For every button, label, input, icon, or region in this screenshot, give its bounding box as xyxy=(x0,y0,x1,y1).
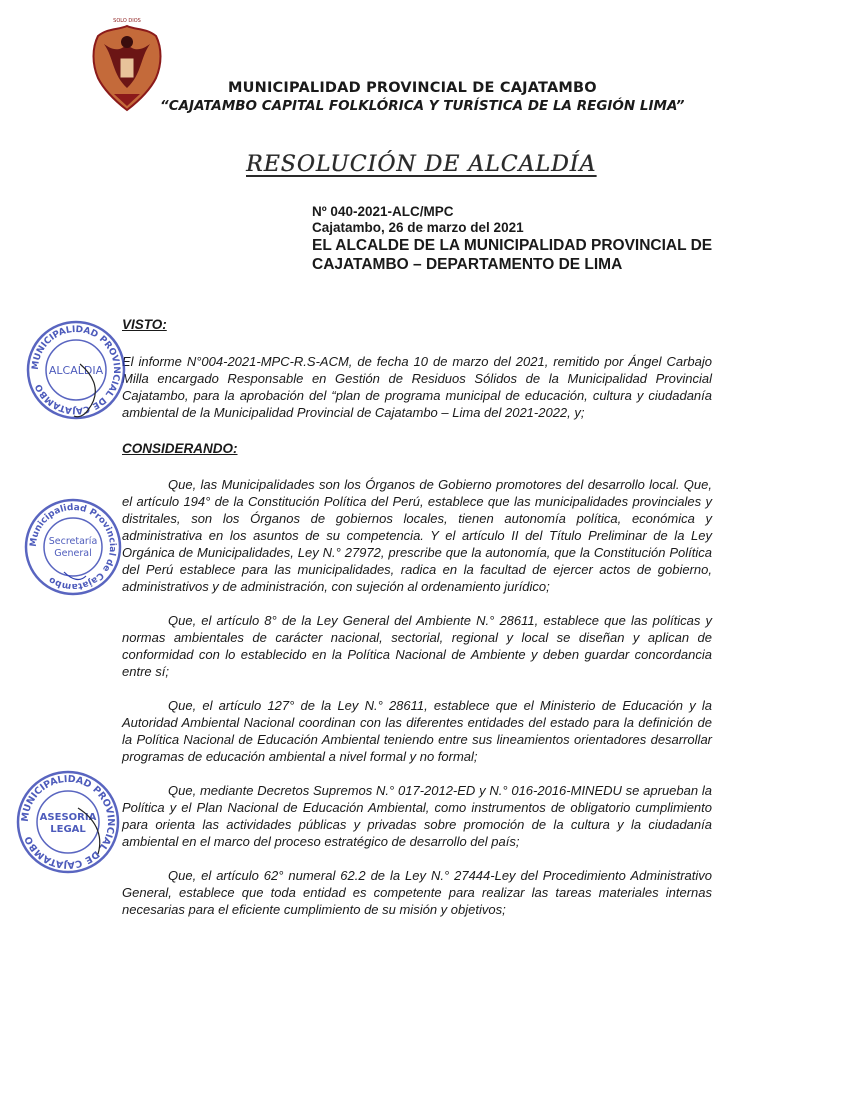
visto-label: VISTO: xyxy=(122,317,167,332)
authority-line-2: CAJATAMBO – DEPARTAMENTO DE LIMA xyxy=(312,256,623,273)
document-title: RESOLUCIÓN DE ALCALDÍA xyxy=(246,152,597,177)
stamp-ring-text: Municipalidad Provincial de Cajatambo xyxy=(28,502,118,592)
stamp-center-text-2: General xyxy=(54,548,92,559)
stamp-ring-text: MUNICIPALIDAD PROVINCIAL DE CAJATAMBO xyxy=(19,773,117,871)
considerando-paragraph: Que, el artículo 8° de la Ley General del Ambiente N.° 28611, establece que las políticas y normas ambientales de carácter nacional, sectorial, regional y local se diseñan y aplican de conformidad con lo establecido en la Política Nacional de Ambiente y deben guardar concordancia entre sí; xyxy=(122,613,712,679)
stamp-center-text-1: Secretaría xyxy=(48,536,98,547)
considerando-paragraph: Que, el artículo 127° de la Ley N.° 28611, establece que el Ministerio de Educación y la Autoridad Ambiental Nacional coordinan con las diferentes entidades del estado para la definición de la Política Nacional de Educación Ambiental teniendo entre sus lineamientos orientadores desarrollar programas de educación ambiental a nivel formal y no formal; xyxy=(122,698,712,764)
resolution-meta xyxy=(312,204,712,274)
stamp-center-text-1: ASESORIA xyxy=(39,812,97,823)
secretaria-general-stamp xyxy=(22,496,124,598)
crest-motto: SOLO DIOS xyxy=(113,18,141,24)
resolution-body xyxy=(122,316,712,918)
considerando-label: CONSIDERANDO: xyxy=(122,441,238,456)
stamp-center-text-2: LEGAL xyxy=(50,824,86,835)
institution-name: MUNICIPALIDAD PROVINCIAL DE CAJATAMBO xyxy=(228,80,597,96)
alcaldia-stamp xyxy=(24,318,128,422)
stamp-center-text: ALCALDIA xyxy=(48,364,104,377)
considerando-paragraph: Que, las Municipalidades son los Órganos de Gobierno promotores del desarrollo local. Que, el artículo 194° de la Constitución Política del Perú, establece que las municipalidades provinciales y distritales, son los Órganos de gobiernos locales, tienen autonomía política, económica y administrativa en los asuntos de su competencia. Y el artículo II del Título Preliminar de la Ley Orgánica de Municipalidades, Ley N.° 27972, prescribe que la autonomía, que la Constitución Política del Perú establece para las municipalidades, radica en la facultad de ejercer actos de gobierno, administrativos y de administración, con sujeción al ordenamiento jurídico; xyxy=(122,477,712,594)
resolution-date: Cajatambo, 26 de marzo del 2021 xyxy=(312,220,524,235)
coat-of-arms-icon xyxy=(84,14,170,114)
stamp-ring-text: MUNICIPALIDAD PROVINCIAL DE CAJATAMBO xyxy=(30,324,122,416)
institution-slogan: “CAJATAMBO CAPITAL FOLKLÓRICA Y TURÍSTICA DE LA REGIÓN LIMA” xyxy=(160,98,685,114)
considerando-paragraph: Que, el artículo 62° numeral 62.2 de la Ley N.° 27444-Ley del Procedimiento Administrativo General, establece que toda entidad es competente para realizar las tareas materiales internas necesarias para el eficiente cumplimiento de su misión y objetivos; xyxy=(122,868,712,917)
visto-text: El informe N°004-2021-MPC-R.S-ACM, de fecha 10 de marzo del 2021, remitido por Ángel Carbajo Milla encargado Responsable en Gestión de Residuos Sólidos de la Municipalidad Provincial Cajatambo, para la aprobación del “plan de programa municipal de educación, cultura y ciudadanía ambiental de la Municipalidad Provincial de Cajatambo – Lima del 2021-2022, y; xyxy=(122,354,712,420)
resolution-number: Nº 040-2021-ALC/MPC xyxy=(312,204,454,219)
considerando-paragraph: Que, mediante Decretos Supremos N.° 017-2012-ED y N.° 016-2016-MINEDU se aprueban la Política y el Plan Nacional de Educación Ambiental, como instrumentos de obligatorio cumplimiento para orienta las actividades públicas y privadas sobre promoción de la cultura y la ciudadanía ambiental en el marco del proceso estratégico de desarrollo del país; xyxy=(122,783,712,849)
authority-line-1: EL ALCALDE DE LA MUNICIPALIDAD PROVINCIAL DE xyxy=(312,237,713,254)
asesoria-legal-stamp xyxy=(14,768,122,876)
